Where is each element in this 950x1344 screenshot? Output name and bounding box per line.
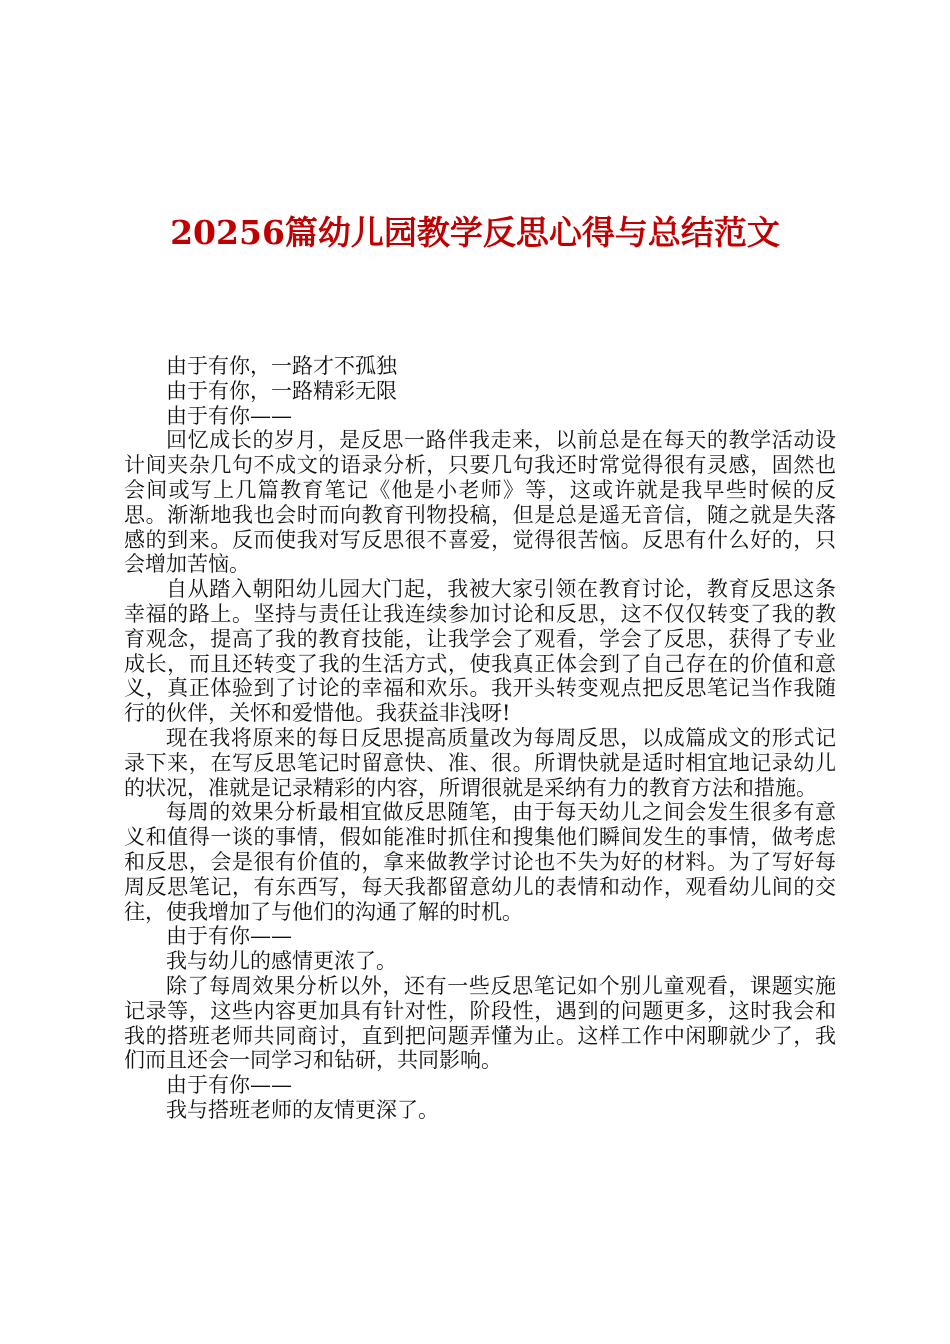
paragraph: 每周的效果分析最相宜做反思随笔，由于每天幼儿之间会发生很多有意义和值得一谈的事情，假如能准时抓住和搜集他们瞬间发生的事情，做考虑和反思，会是很有价值的，拿来做教学讨论也不失为好的材料。为了写好每周反思笔记，有东西写，每天我都留意幼儿的表情和动作，观看幼儿间的交往，使我增加了与他们的沟通了解的时机。: [124, 800, 836, 924]
paragraph: 自从踏入朝阳幼儿园大门起，我被大家引领在教育讨论，教育反思这条幸福的路上。坚持与责任让我连续参加讨论和反思，这不仅仅转变了我的教育观念，提高了我的教育技能，让我学会了观看，学会了反思，获得了专业成长，而且还转变了我的生活方式，使我真正体会到了自己存在的价值和意义，真正体验到了讨论的幸福和欢乐。我开头转变观点把反思笔记当作我随行的伙伴，关怀和爱惜他。我获益非浅呀!: [124, 577, 836, 726]
paragraph: 除了每周效果分析以外，还有一些反思笔记如个别儿童观看，课题实施记录等，这些内容更加具有针对性，阶段性，遇到的问题更多，这时我会和我的搭班老师共同商讨，直到把问题弄懂为止。这样工作中闲聊就少了，我们而且还会一同学习和钻研，共同影响。: [124, 973, 836, 1073]
paragraph: 由于有你，一路精彩无限: [166, 378, 397, 403]
paragraph: 我与搭班老师的友情更深了。: [166, 1097, 439, 1122]
paragraph: 由于有你——: [166, 1073, 292, 1098]
paragraph: 由于有你——: [166, 403, 292, 428]
document-body: [124, 354, 836, 1123]
paragraph: 现在我将原来的每日反思提高质量改为每周反思，以成篇成文的形式记录下来，在写反思笔记时留意快、准、很。所谓快就是适时相宜地记录幼儿的状况，准就是记录精彩的内容，所谓很就是采纳有力的教育方法和措施。: [124, 725, 836, 800]
paragraph: 回忆成长的岁月，是反思一路伴我走来，以前总是在每天的教学活动设计间夹杂几句不成文的语录分析，只要几句我还时常觉得很有灵感，固然也会间或写上几篇教育笔记《他是小老师》等，这或许就是我早些时候的反思。渐渐地我也会时而向教育刊物投稿，但是总是遥无音信，随之就是失落感的到来。反而使我对写反思很不喜爱，觉得很苦恼。反思有什么好的，只会增加苦恼。: [124, 428, 836, 577]
document-title: 20256篇幼儿园教学反思心得与总结范文: [170, 213, 780, 252]
paragraph: 由于有你，一路才不孤独: [166, 354, 397, 378]
paragraph: 我与幼儿的感情更浓了。: [166, 949, 397, 974]
paragraph: 由于有你——: [166, 924, 292, 949]
